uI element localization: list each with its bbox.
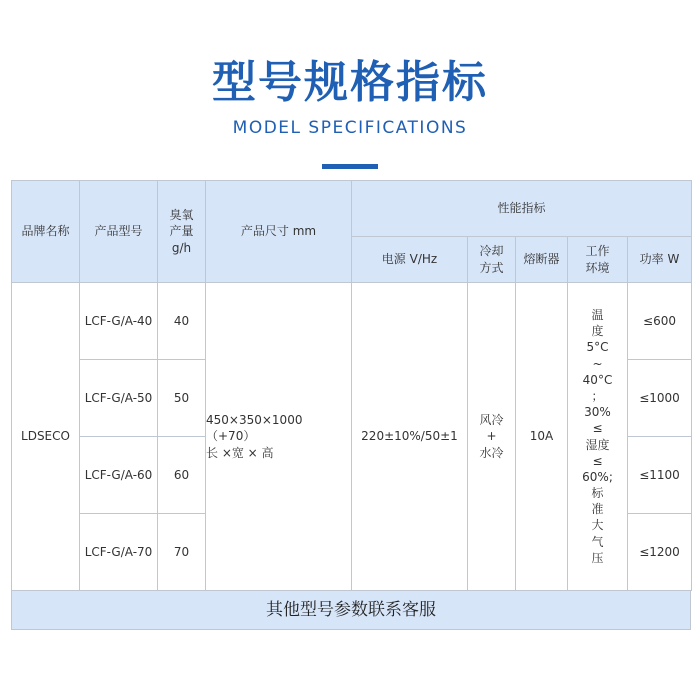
header-fuse: 熔断器 (516, 237, 568, 283)
header-model: 产品型号 (80, 181, 158, 283)
header-power: 功率 W (628, 237, 692, 283)
cell-model: LCF-G/A-50 (80, 360, 158, 437)
header-dimensions: 产品尺寸 mm (206, 181, 352, 283)
cell-model: LCF-G/A-40 (80, 283, 158, 360)
cell-power: ≤1100 (628, 437, 692, 514)
cell-power: ≤600 (628, 283, 692, 360)
cell-fuse: 10A (516, 283, 568, 591)
page-title: 型号规格指标 (212, 57, 488, 108)
cell-model: LCF-G/A-70 (80, 514, 158, 591)
header-performance: 性能指标 (352, 181, 692, 237)
contact-footer: 其他型号参数联系客服 (11, 590, 691, 630)
cell-cooling: 风冷 + 水冷 (468, 283, 516, 591)
header-cooling: 冷却 方式 (468, 237, 516, 283)
cell-power: ≤1000 (628, 360, 692, 437)
header-brand: 品牌名称 (12, 181, 80, 283)
cell-environment: 温 度 5°C ~ 40°C ； 30% ≤ 湿度 ≤ 60%; 标 准 大 气 压 (568, 283, 628, 591)
spec-table (11, 180, 692, 591)
cell-brand: LDSECO (12, 283, 80, 591)
title-divider (322, 164, 378, 169)
page-subtitle: MODEL SPECIFICATIONS (232, 118, 468, 138)
table-row (12, 283, 692, 360)
cell-model: LCF-G/A-60 (80, 437, 158, 514)
header-ozone-output: 臭氧 产量 g/h (158, 181, 206, 283)
header-power-supply: 电源 V/Hz (352, 237, 468, 283)
header-environment: 工作 环境 (568, 237, 628, 283)
cell-output: 50 (158, 360, 206, 437)
cell-power-supply: 220±10%/50±1 (352, 283, 468, 591)
cell-power: ≤1200 (628, 514, 692, 591)
cell-dimensions: 450×350×1000（+70） 长 ×宽 × 高 (206, 283, 352, 591)
cell-output: 60 (158, 437, 206, 514)
cell-output: 40 (158, 283, 206, 360)
cell-output: 70 (158, 514, 206, 591)
